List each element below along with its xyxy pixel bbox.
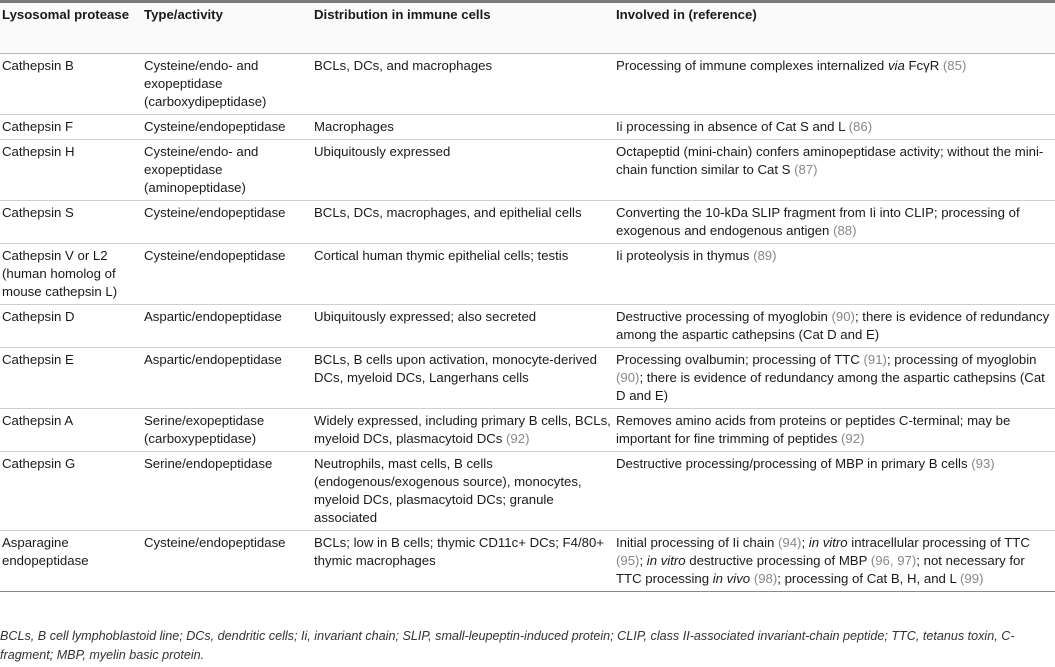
- table-row: [0, 531, 1055, 592]
- cell-text: ; not necessary for TTC processing: [616, 553, 1025, 586]
- cell-text: Processing ovalbumin; processing of TTC: [616, 352, 864, 367]
- reference-number: (86): [848, 119, 873, 134]
- cell-text: ; processing of myoglobin: [886, 352, 1037, 367]
- reference-number: (85): [942, 58, 967, 73]
- cell-text: Octapeptid (mini-chain) confers aminopeptidase activity; without the mini-chain function similar to Cat S: [616, 144, 1044, 177]
- cell-protease: Cathepsin F: [0, 115, 142, 140]
- reference-number: (90): [616, 370, 640, 385]
- reference-number: (88): [833, 223, 857, 238]
- cell-text: Ubiquitously expressed: [314, 144, 451, 159]
- cell-protease: Cathepsin G: [0, 452, 142, 531]
- cell-text: via: [887, 58, 905, 73]
- header-distribution: Distribution in immune cells: [312, 2, 614, 54]
- cell-text: destructive processing of MBP: [685, 553, 871, 568]
- cell-type: Cysteine/endopeptidase: [142, 201, 312, 244]
- table-row: [0, 305, 1055, 348]
- cell-text: in vitro: [646, 553, 686, 568]
- cell-protease: Cathepsin D: [0, 305, 142, 348]
- cell-distribution: [312, 54, 614, 115]
- cell-text: Macrophages: [314, 119, 394, 134]
- reference-number: (92): [506, 431, 530, 446]
- cell-involved: [614, 244, 1055, 305]
- cell-distribution: [312, 115, 614, 140]
- cell-text: intracellular processing of TTC: [847, 535, 1030, 550]
- reference-number: (98): [753, 571, 778, 586]
- cell-protease: Cathepsin A: [0, 409, 142, 452]
- cell-protease: Cathepsin E: [0, 348, 142, 409]
- cell-type: Cysteine/endo- and exopeptidase (carboxydipeptidase): [142, 54, 312, 115]
- reference-number: (99): [960, 571, 984, 586]
- cell-text: Widely expressed, including primary B cells, BCLs, myeloid DCs, plasmacytoid DCs: [314, 413, 611, 446]
- cell-text: Neutrophils, mast cells, B cells (endogenous/exogenous source), monocytes, myeloid DCs, plasmacytoid DCs; granule associated: [314, 456, 582, 525]
- header-involved: Involved in (reference): [614, 2, 1055, 54]
- cell-distribution: [312, 244, 614, 305]
- table-header: [0, 2, 1055, 54]
- table-row: [0, 140, 1055, 201]
- cell-type: Cysteine/endopeptidase: [142, 244, 312, 305]
- cell-involved: [614, 409, 1055, 452]
- reference-number: (96, 97): [870, 553, 917, 568]
- reference-number: (95): [616, 553, 640, 568]
- cell-protease: Cathepsin S: [0, 201, 142, 244]
- cell-type: Cysteine/endo- and exopeptidase (aminopeptidase): [142, 140, 312, 201]
- cell-distribution: [312, 531, 614, 592]
- cell-involved: [614, 531, 1055, 592]
- cell-protease: Cathepsin V or L2 (human homolog of mouse cathepsin L): [0, 244, 142, 305]
- table-row: [0, 115, 1055, 140]
- cell-distribution: [312, 409, 614, 452]
- cell-type: Serine/exopeptidase (carboxypeptidase): [142, 409, 312, 452]
- cell-type: Aspartic/endopeptidase: [142, 348, 312, 409]
- cell-text: in vivo: [712, 571, 751, 586]
- table-row: [0, 452, 1055, 531]
- table-row: [0, 348, 1055, 409]
- table-row: [0, 54, 1055, 115]
- reference-number: (93): [971, 456, 995, 471]
- reference-number: (94): [778, 535, 802, 550]
- cell-text: ;: [639, 553, 647, 568]
- cell-text: ;: [801, 535, 809, 550]
- table-footnote: BCLs, B cell lymphoblastoid line; DCs, dendritic cells; Ii, invariant chain; SLIP, small-leupeptin-induced protein; CLIP, class II-associated invariant-chain peptide; TTC, tetanus toxin, C-fragment; MBP, myelin basic protein.: [0, 629, 1015, 662]
- cell-involved: [614, 348, 1055, 409]
- cell-type: Aspartic/endopeptidase: [142, 305, 312, 348]
- cell-involved: [614, 54, 1055, 115]
- cell-text: BCLs, B cells upon activation, monocyte-derived DCs, myeloid DCs, Langerhans cells: [314, 352, 597, 385]
- cell-distribution: [312, 201, 614, 244]
- cell-type: Cysteine/endopeptidase: [142, 531, 312, 592]
- cell-distribution: [312, 140, 614, 201]
- table-row: [0, 201, 1055, 244]
- cell-involved: [614, 201, 1055, 244]
- cell-type: Serine/endopeptidase: [142, 452, 312, 531]
- cell-text: ; there is evidence of redundancy among the aspartic cathepsins (Cat D and E): [616, 309, 1050, 342]
- cell-text: Processing of immune complexes internalized: [616, 58, 888, 73]
- cell-text: BCLs; low in B cells; thymic CD11c+ DCs; F4/80+ thymic macrophages: [314, 535, 604, 568]
- cell-distribution: [312, 452, 614, 531]
- cell-protease: Cathepsin H: [0, 140, 142, 201]
- header-protease: Lysosomal protease: [0, 2, 142, 54]
- cell-text: BCLs, DCs, and macrophages: [314, 58, 493, 73]
- header-row: [0, 2, 1055, 54]
- cell-text: BCLs, DCs, macrophages, and epithelial cells: [314, 205, 582, 220]
- cell-text: Destructive processing/processing of MBP in primary B cells: [616, 456, 972, 471]
- reference-number: (87): [794, 162, 818, 177]
- reference-number: (92): [841, 431, 865, 446]
- header-type: Type/activity: [142, 2, 312, 54]
- table-body: [0, 54, 1055, 592]
- cell-text: in vitro: [808, 535, 848, 550]
- cell-distribution: [312, 305, 614, 348]
- cell-text: Destructive processing of myoglobin: [616, 309, 832, 324]
- cell-text: Ii processing in absence of Cat S and L: [616, 119, 849, 134]
- cell-type: Cysteine/endopeptidase: [142, 115, 312, 140]
- cell-text: Ii proteolysis in thymus: [616, 248, 754, 263]
- table-row: [0, 409, 1055, 452]
- cell-text: ; processing of Cat B, H, and L: [777, 571, 961, 586]
- cell-text: Converting the 10-kDa SLIP fragment from Ii into CLIP; processing of exogenous and endogenous antigen: [616, 205, 1020, 238]
- cell-protease: Cathepsin B: [0, 54, 142, 115]
- cell-involved: [614, 305, 1055, 348]
- table-row: [0, 244, 1055, 305]
- cell-involved: [614, 140, 1055, 201]
- cell-text: ; there is evidence of redundancy among the aspartic cathepsins (Cat D and E): [616, 370, 1045, 403]
- cell-text: Ubiquitously expressed; also secreted: [314, 309, 537, 324]
- cell-protease: Asparagine endopeptidase: [0, 531, 142, 592]
- cell-involved: [614, 115, 1055, 140]
- cell-text: Cortical human thymic epithelial cells; testis: [314, 248, 569, 263]
- cell-text: FcγR: [904, 58, 943, 73]
- reference-number: (91): [863, 352, 887, 367]
- reference-number: (90): [831, 309, 855, 324]
- cell-involved: [614, 452, 1055, 531]
- reference-number: (89): [753, 248, 777, 263]
- cell-distribution: [312, 348, 614, 409]
- cell-text: Initial processing of Ii chain: [616, 535, 778, 550]
- cell-text: Removes amino acids from proteins or peptides C-terminal; may be important for fine trimming of peptides: [616, 413, 1011, 446]
